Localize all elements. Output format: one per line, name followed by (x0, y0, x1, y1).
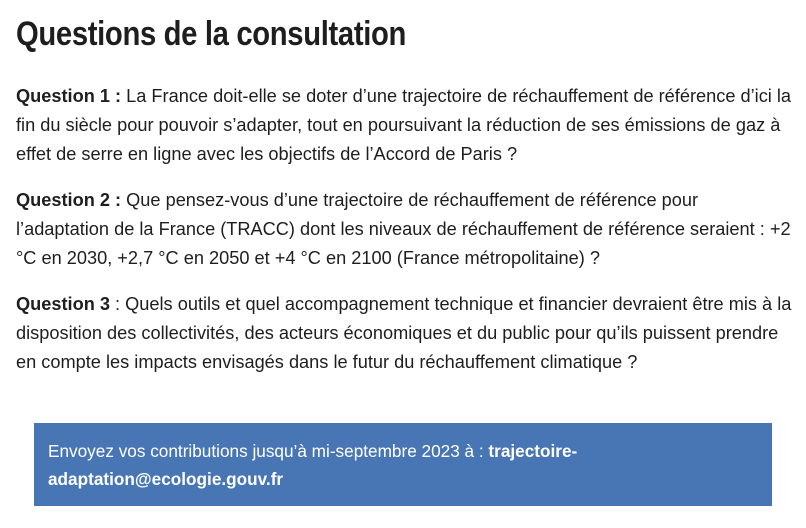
question-1-label: Question 1 : (16, 86, 122, 106)
contribution-callout (34, 423, 772, 506)
question-3 (16, 290, 792, 377)
question-2 (16, 186, 792, 273)
question-3-text: : Quels outils et quel accompagnement technique et financier devraient être mis à la disposition des collectivités, des acteurs économiques et du public pour qu’ils puissent prendre en compte les impacts envisagés dans le futur du réchauffement climatique ? (16, 294, 792, 372)
question-1-text: La France doit-elle se doter d’une trajectoire de réchauffement de référence d’ici la fin du siècle pour pouvoir s’adapter, tout en poursuivant la réduction de ses émissions de gaz à effet de serre en ligne avec les objectifs de l’Accord de Paris ? (16, 86, 792, 164)
question-2-label: Question 2 : (16, 190, 122, 210)
page-title: Questions de la consultation (16, 15, 407, 53)
contact-email-link[interactable]: trajectoire-adaptation@ecologie.gouv.fr (48, 441, 578, 489)
question-2-text: Que pensez-vous d’une trajectoire de réchauffement de référence pour l’adaptation de la France (TRACC) dont les niveaux de réchauffement de référence seraient : +2 °C en 2030, +2,7 °C en 2050 et +4 °C en 2100 (France métropolitaine) ? (16, 190, 791, 268)
callout-text: Envoyez vos contributions jusqu’à mi-septembre 2023 à : (48, 441, 489, 461)
question-3-label: Question 3 (16, 294, 110, 314)
question-1 (16, 82, 792, 169)
